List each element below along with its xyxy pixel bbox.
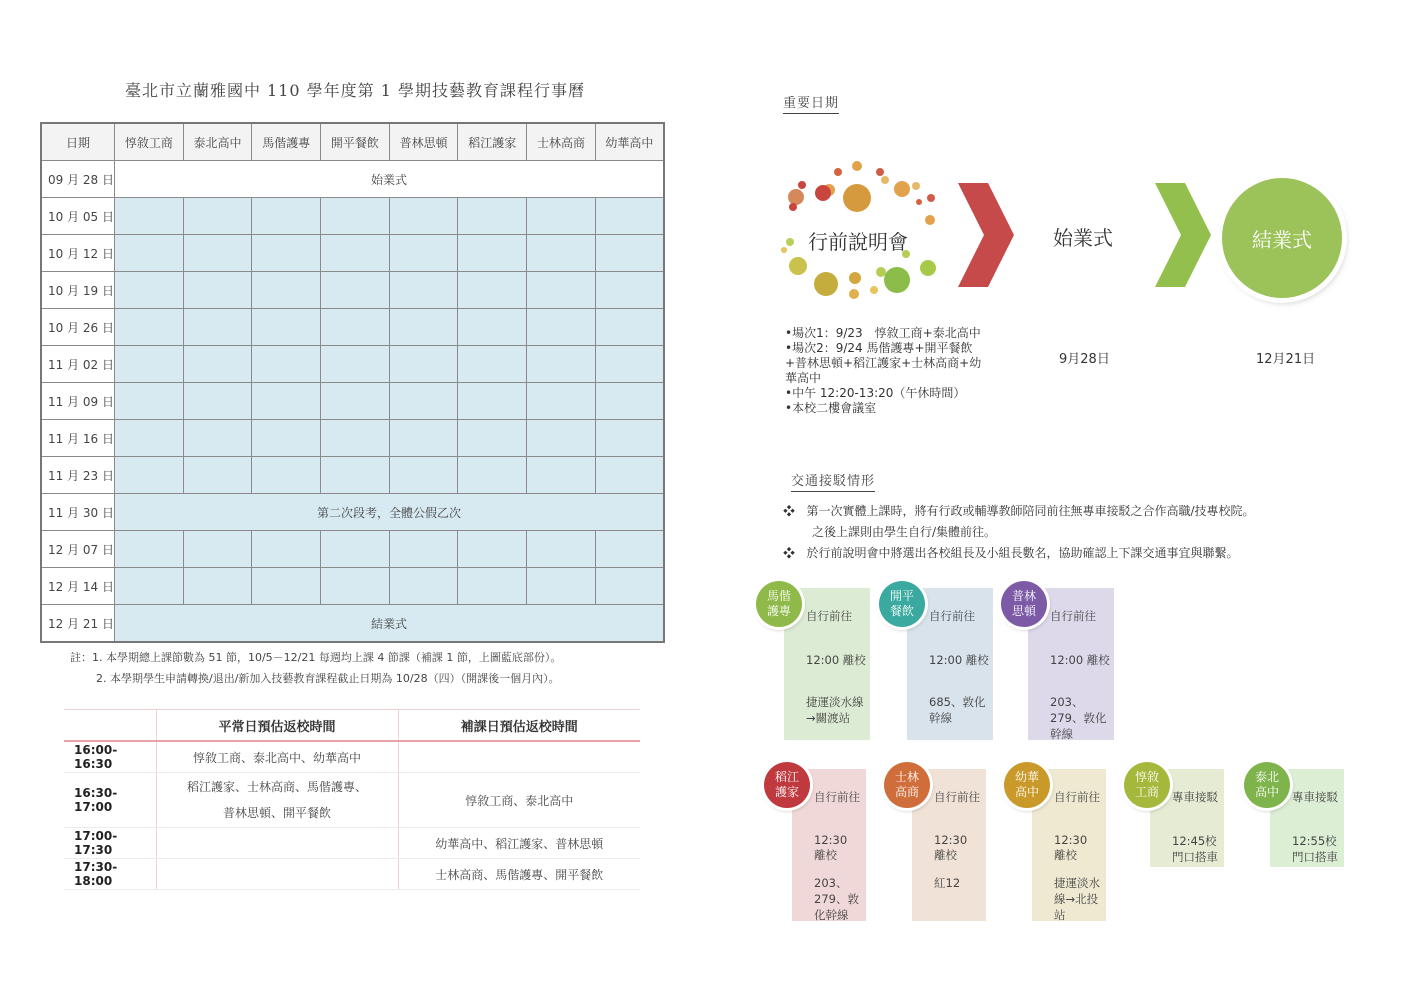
- route-line-3: 捷運淡水線→關渡站: [806, 695, 864, 725]
- calendar-cell: [115, 457, 184, 494]
- column-header-school: 開平餐飲: [321, 123, 390, 161]
- briefing-detail-3: •中午 12:20-13:20（午休時間）: [785, 386, 966, 400]
- calendar-date: 11 月 16 日: [41, 420, 115, 457]
- calendar-cell: [458, 457, 527, 494]
- calendar-event: 始業式: [115, 161, 665, 198]
- calendar-row: [41, 309, 664, 346]
- calendar-cell: [183, 531, 252, 568]
- green-chevron: [1155, 183, 1211, 287]
- calendar-cell: [115, 198, 184, 235]
- calendar-cell: [115, 420, 184, 457]
- calendar-cell: [183, 272, 252, 309]
- calendar-cell: [115, 346, 184, 383]
- calendar-cell: [389, 272, 458, 309]
- return-makeup: 士林高商、馬偕護專、開平餐飲: [398, 859, 640, 890]
- red-chevron: [958, 183, 1014, 287]
- calendar-cell: [321, 420, 390, 457]
- calendar-cell: [252, 272, 321, 309]
- transport-note-1: 第一次實體上課時，將有行政或輔導教師陪同前往無專車接駁之合作高職/技專校院。: [806, 504, 1255, 518]
- calendar-cell: [252, 346, 321, 383]
- return-time-table: [64, 709, 640, 890]
- calendar-cell: [458, 568, 527, 605]
- return-time: 17:00-17:30: [64, 828, 156, 859]
- calendar-cell: [183, 568, 252, 605]
- route-line-2: 12:30 離校: [934, 833, 968, 862]
- calendar-cell: [321, 383, 390, 420]
- calendar-cell: [389, 198, 458, 235]
- important-dates-heading: 重要日期: [783, 92, 839, 114]
- route-line-2: 12:00 離校: [1050, 653, 1110, 667]
- school-badge: [879, 581, 925, 627]
- calendar-row: [41, 420, 664, 457]
- transport-notes: [783, 501, 1383, 564]
- page-title: 臺北市立蘭雅國中 110 學年度第 1 學期技藝教育課程行事曆: [124, 81, 586, 100]
- calendar-row: [41, 605, 664, 643]
- calendar-cell: [389, 346, 458, 383]
- calendar-cell: [527, 457, 596, 494]
- note-2: 2. 本學期學生申請轉換/退出/新加入技藝教育課程截止日期為 10/28（四）（開課後一個月內）。: [96, 672, 560, 685]
- route-line-1: 自行前往: [1054, 790, 1100, 804]
- calendar-cell: [458, 346, 527, 383]
- calendar-cell: [252, 457, 321, 494]
- calendar-cell: [321, 457, 390, 494]
- transport-note-1b: 之後上課則由學生自行/集體前往。: [812, 525, 997, 539]
- school-badge: [1124, 762, 1170, 808]
- calendar-cell: [595, 309, 664, 346]
- note-1: 註：1. 本學期總上課節數為 51 節，10/5－12/21 每週均上課 4 節課（補課 1 節，上圖藍底部份）。: [70, 651, 562, 664]
- briefing-detail-4: •本校二樓會議室: [785, 401, 877, 415]
- school-badge: [1001, 581, 1047, 627]
- calendar-row: [41, 198, 664, 235]
- opening-date: 9月28日: [1059, 352, 1110, 367]
- calendar-cell: [252, 235, 321, 272]
- closing-circle: [1222, 178, 1342, 298]
- return-normal-line1: 稻江護家、士林高商、馬偕護專、: [186, 780, 367, 794]
- return-table-corner: [64, 710, 156, 742]
- return-time: 16:30-17:00: [64, 773, 156, 828]
- calendar-date: 10 月 12 日: [41, 235, 115, 272]
- calendar-cell: [458, 383, 527, 420]
- calendar-cell: [321, 198, 390, 235]
- calendar-cell: [595, 272, 664, 309]
- calendar-cell: [183, 457, 252, 494]
- calendar-cell: [595, 420, 664, 457]
- calendar-cell: [321, 346, 390, 383]
- calendar-event: 第二次段考，全體公假乙次: [115, 494, 665, 531]
- calendar-row: [41, 272, 664, 309]
- calendar-cell: [527, 420, 596, 457]
- calendar-row: [41, 457, 664, 494]
- return-makeup: 惇敘工商、泰北高中: [398, 773, 640, 828]
- return-time: 17:30-18:00: [64, 859, 156, 890]
- calendar-cell: [595, 568, 664, 605]
- calendar-cell: [527, 235, 596, 272]
- school-badge-label: 稻江 護家: [774, 770, 799, 799]
- column-header-school: 普林思頓: [389, 123, 458, 161]
- briefing-label: 行前說明會: [808, 230, 908, 254]
- calendar-cell: [115, 383, 184, 420]
- calendar-cell: [527, 568, 596, 605]
- calendar-cell: [527, 272, 596, 309]
- school-badge-label: 開平 餐飲: [889, 589, 914, 618]
- column-header-school: 惇敘工商: [115, 123, 184, 161]
- calendar-cell: [115, 568, 184, 605]
- calendar-cell: [527, 383, 596, 420]
- route-line-2: 12:00 離校: [806, 653, 866, 667]
- calendar-date: 11 月 23 日: [41, 457, 115, 494]
- column-header-date: 日期: [41, 123, 115, 161]
- calendar-cell: [183, 235, 252, 272]
- closing-date: 12月21日: [1256, 352, 1316, 367]
- route-line-2: 12:45校門口搭車: [1172, 834, 1218, 864]
- calendar-cell: [595, 346, 664, 383]
- calendar-cell: [252, 309, 321, 346]
- calendar-cell: [458, 198, 527, 235]
- school-badge: [764, 762, 810, 808]
- calendar-date: 11 月 30 日: [41, 494, 115, 531]
- route-line-1: 自行前往: [1050, 609, 1096, 623]
- return-col-makeup: 補課日預估返校時間: [398, 710, 640, 742]
- calendar-cell: [527, 309, 596, 346]
- calendar-cell: [595, 383, 664, 420]
- calendar-cell: [389, 309, 458, 346]
- calendar-row: [41, 494, 664, 531]
- calendar-cell: [252, 531, 321, 568]
- school-badge: [1244, 762, 1290, 808]
- calendar-cell: [183, 198, 252, 235]
- calendar-row: [41, 568, 664, 605]
- route-line-3: 紅12: [934, 876, 961, 890]
- course-calendar-table: [40, 122, 665, 643]
- calendar-cell: [595, 235, 664, 272]
- calendar-cell: [458, 420, 527, 457]
- calendar-cell: [389, 383, 458, 420]
- calendar-cell: [321, 309, 390, 346]
- calendar-cell: [183, 346, 252, 383]
- calendar-cell: [115, 531, 184, 568]
- calendar-cell: [458, 235, 527, 272]
- calendar-cell: [389, 235, 458, 272]
- opening-label: 始業式: [1053, 226, 1113, 250]
- return-makeup: [398, 741, 640, 773]
- return-normal-line2: 普林思頓、開平餐飲: [222, 806, 331, 820]
- diamond-icon: ❖: [783, 546, 796, 560]
- route-line-2: 12:30 離校: [1054, 833, 1088, 862]
- calendar-cell: [183, 420, 252, 457]
- calendar-cell: [527, 346, 596, 383]
- calendar-cell: [595, 457, 664, 494]
- calendar-cell: [595, 198, 664, 235]
- route-line-1: 專車接駁: [1172, 790, 1218, 804]
- calendar-cell: [527, 198, 596, 235]
- return-normal: 惇敘工商、泰北高中、幼華高中: [156, 741, 398, 773]
- column-header-school: 稻江護家: [458, 123, 527, 161]
- calendar-date: 11 月 02 日: [41, 346, 115, 383]
- return-col-normal: 平常日預估返校時間: [156, 710, 398, 742]
- calendar-cell: [458, 309, 527, 346]
- route-line-3: 203、279、敦化幹線: [1050, 695, 1107, 741]
- calendar-cell: [389, 531, 458, 568]
- calendar-date: 10 月 19 日: [41, 272, 115, 309]
- route-line-1: 自行前往: [929, 609, 975, 623]
- route-line-3: 203、279、敦化幹線: [814, 876, 859, 922]
- calendar-date: 12 月 14 日: [41, 568, 115, 605]
- route-line-1: 自行前往: [806, 609, 852, 623]
- route-line-3: 捷運淡水線→北投站: [1054, 876, 1100, 922]
- calendar-row: [41, 346, 664, 383]
- school-badge-label: 士林 高商: [894, 770, 919, 799]
- calendar-cell: [183, 309, 252, 346]
- calendar-row: [41, 235, 664, 272]
- route-line-1: 自行前往: [814, 790, 860, 804]
- calendar-cell: [389, 568, 458, 605]
- school-badge: [1004, 762, 1050, 808]
- school-badge-label: 馬偕 護專: [766, 589, 791, 618]
- school-badge-label: 泰北 高中: [1254, 770, 1279, 799]
- calendar-cell: [321, 568, 390, 605]
- route-line-2: 12:55校門口搭車: [1292, 834, 1338, 864]
- return-time: 16:00-16:30: [64, 741, 156, 773]
- school-badge: [884, 762, 930, 808]
- calendar-event: 結業式: [115, 605, 665, 643]
- return-makeup: 幼華高中、稻江護家、普林思頓: [398, 828, 640, 859]
- route-line-2: 12:00 離校: [929, 653, 989, 667]
- calendar-cell: [321, 235, 390, 272]
- route-line-1: 專車接駁: [1292, 790, 1338, 804]
- column-header-school: 馬偕護專: [252, 123, 321, 161]
- calendar-date: 10 月 05 日: [41, 198, 115, 235]
- calendar-date: 12 月 07 日: [41, 531, 115, 568]
- calendar-row: [41, 531, 664, 568]
- calendar-date: 10 月 26 日: [41, 309, 115, 346]
- calendar-cell: [321, 531, 390, 568]
- calendar-date: 09 月 28 日: [41, 161, 115, 198]
- calendar-cell: [252, 383, 321, 420]
- school-badge-label: 普林 思頓: [1011, 589, 1036, 618]
- calendar-cell: [183, 383, 252, 420]
- calendar-row: [41, 383, 664, 420]
- route-line-3: 685、敦化幹線: [929, 695, 986, 725]
- briefing-detail-1: •場次1：9/23 惇敘工商+泰北高中: [785, 326, 981, 340]
- calendar-cell: [389, 457, 458, 494]
- school-badge-label: 幼華 高中: [1014, 770, 1039, 799]
- calendar-cell: [458, 531, 527, 568]
- transport-heading: 交通接駁情形: [791, 470, 875, 492]
- chevron-right-icon: [1155, 183, 1213, 287]
- route-line-1: 自行前往: [934, 790, 980, 804]
- closing-label: 結業式: [1252, 227, 1312, 252]
- briefing-detail-2: •場次2：9/24 馬偕護專+開平餐飲+普林思頓+稻江護家+士林高商+幼華高中: [785, 341, 982, 385]
- calendar-cell: [252, 198, 321, 235]
- school-badge: [756, 581, 802, 627]
- route-line-2: 12:30 離校: [814, 833, 848, 862]
- return-normal: [156, 828, 398, 859]
- calendar-cell: [115, 235, 184, 272]
- calendar-cell: [321, 272, 390, 309]
- calendar-cell: [115, 309, 184, 346]
- column-header-school: 幼華高中: [595, 123, 664, 161]
- calendar-cell: [252, 568, 321, 605]
- calendar-date: 11 月 09 日: [41, 383, 115, 420]
- return-normal: [156, 859, 398, 890]
- column-header-school: 士林高商: [527, 123, 596, 161]
- transport-note-2: 於行前說明會中將選出各校組長及小組長數名，協助確認上下課交通事宜與聯繫。: [806, 546, 1239, 560]
- diamond-icon: ❖: [783, 504, 796, 518]
- calendar-cell: [527, 531, 596, 568]
- calendar-cell: [389, 420, 458, 457]
- column-header-school: 泰北高中: [183, 123, 252, 161]
- school-badge-label: 惇敘 工商: [1134, 770, 1159, 799]
- calendar-row: [41, 161, 664, 198]
- calendar-cell: [115, 272, 184, 309]
- chevron-right-icon: [958, 183, 1016, 287]
- calendar-cell: [458, 272, 527, 309]
- calendar-date: 12 月 21 日: [41, 605, 115, 643]
- calendar-cell: [595, 531, 664, 568]
- calendar-cell: [252, 420, 321, 457]
- briefing-details: [785, 326, 985, 416]
- return-normal: [156, 773, 398, 828]
